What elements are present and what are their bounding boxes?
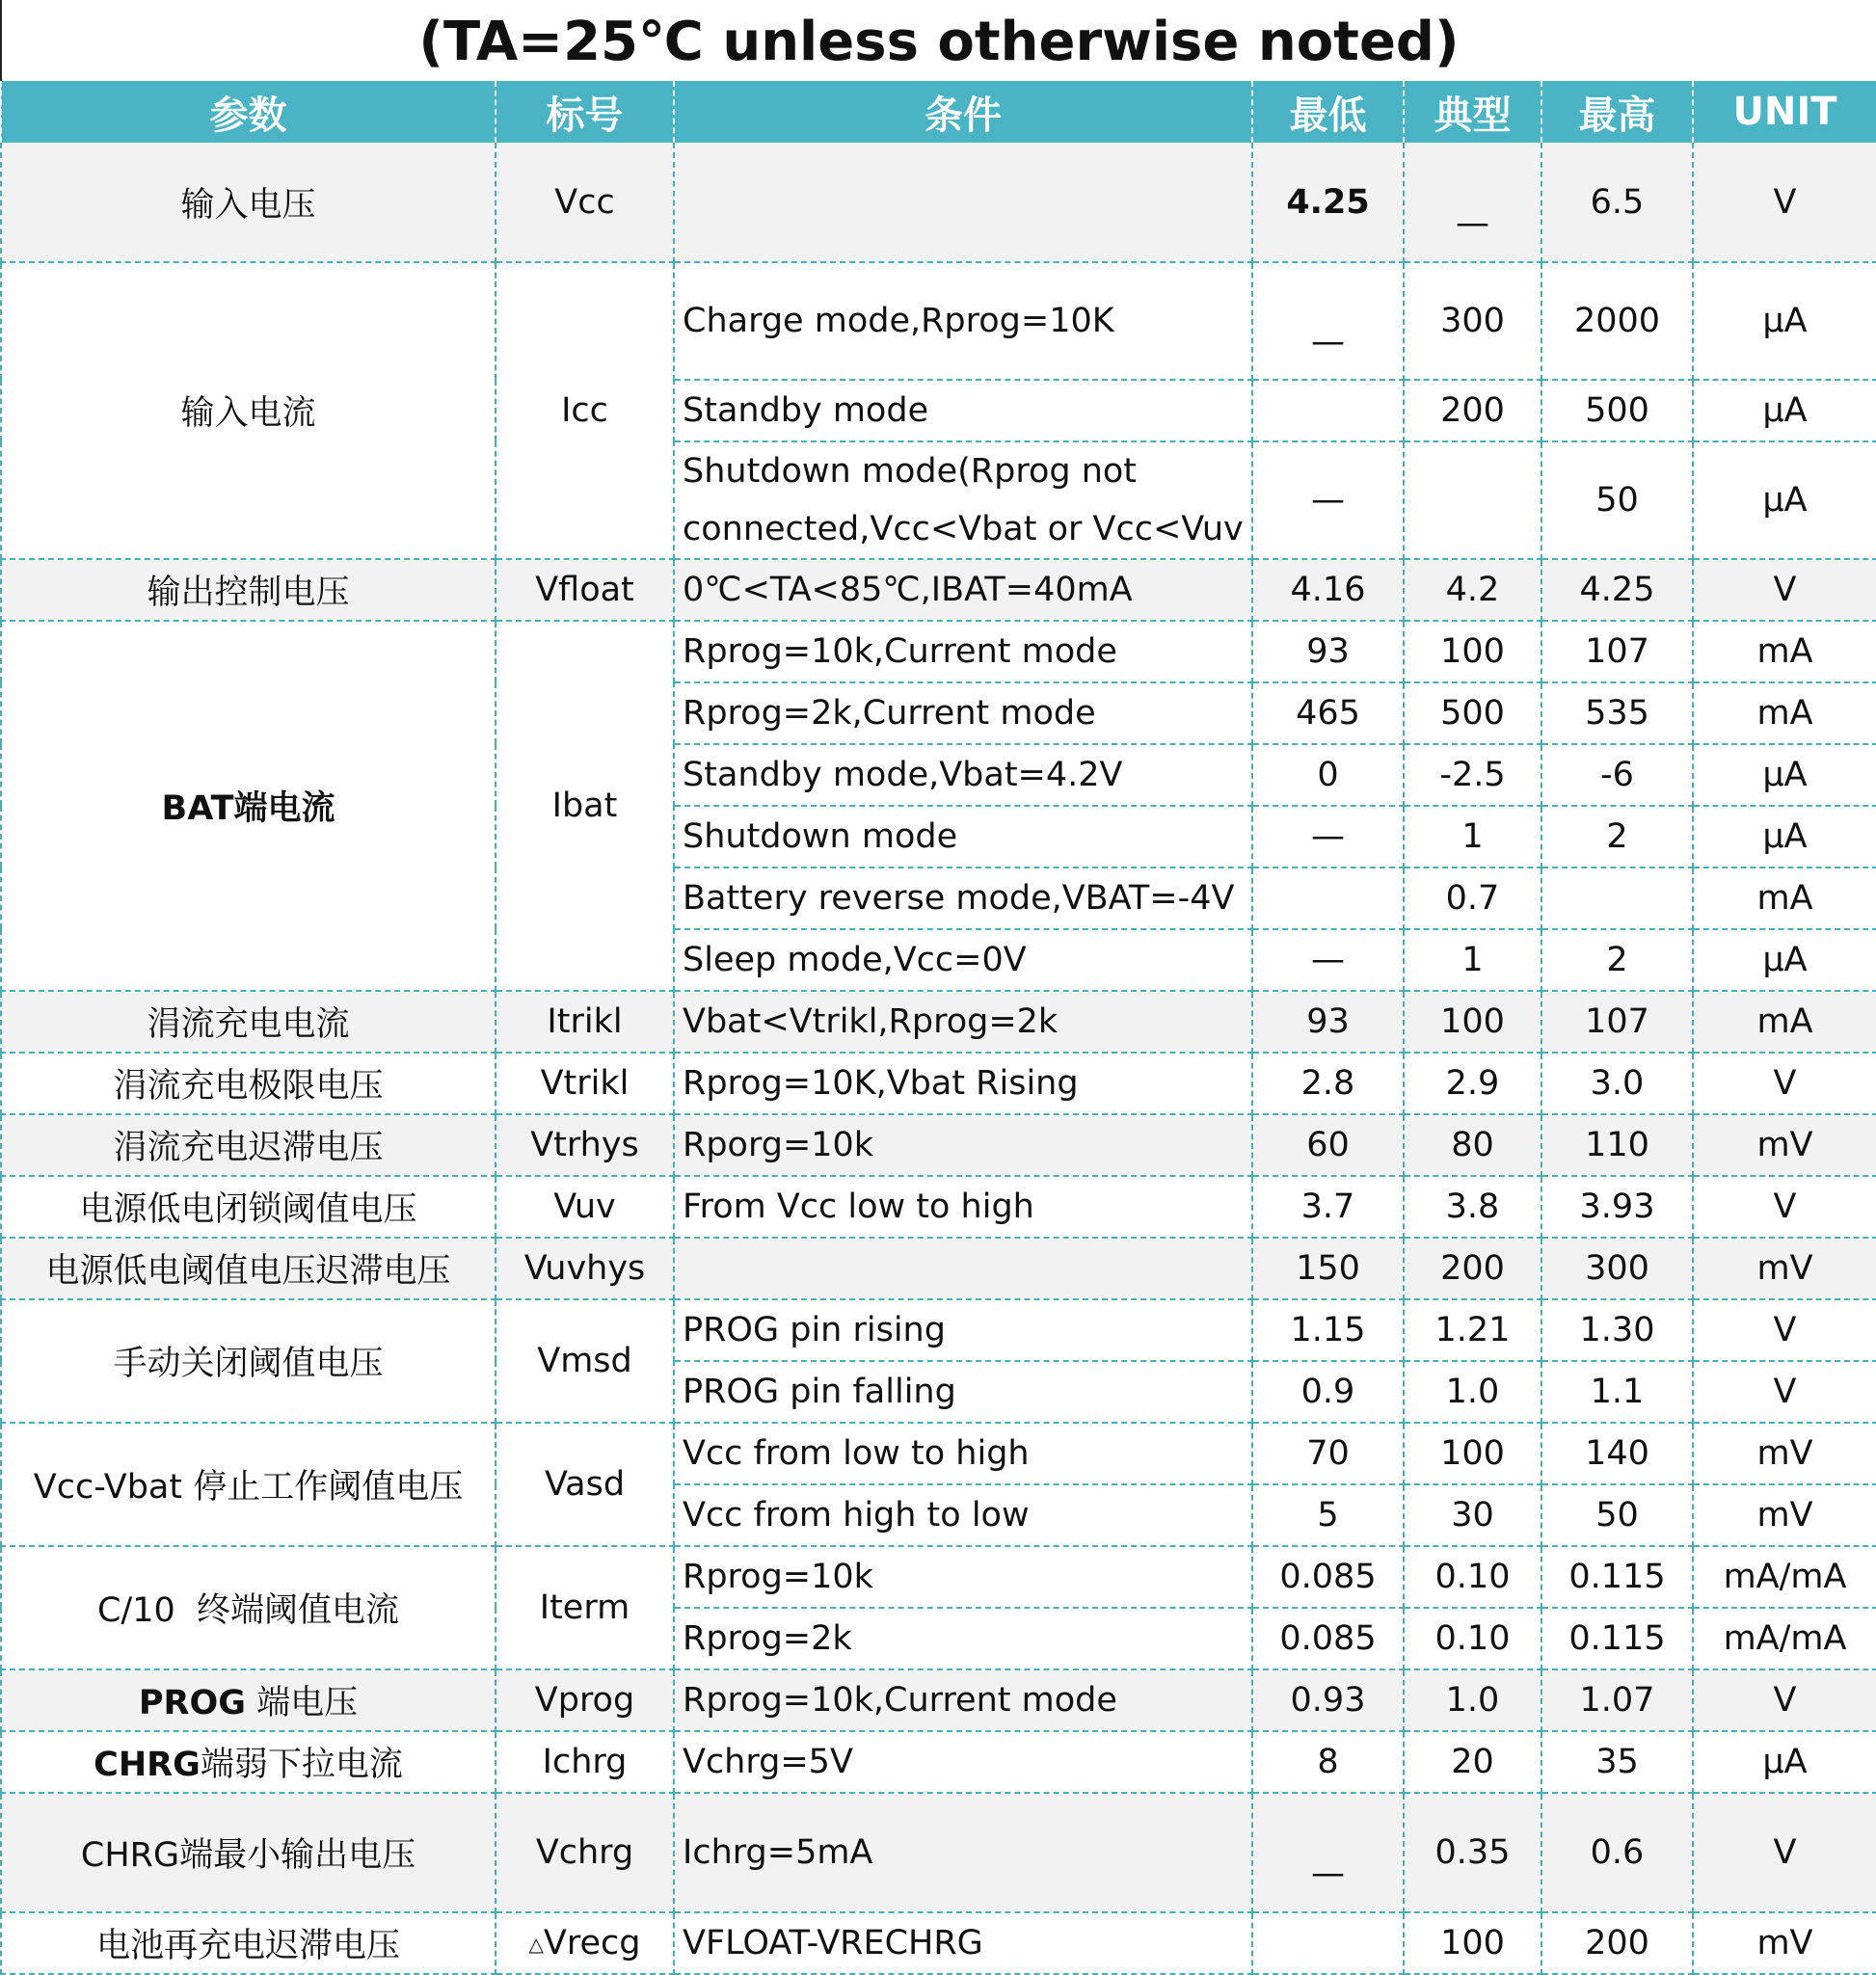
typ-cell: -2.5 [1404,744,1541,806]
delta-symbol: △ [528,1933,544,1956]
typ-cell: 0.10 [1404,1546,1541,1608]
unit-cell: mV [1693,1238,1876,1299]
unit-cell: mA [1693,991,1876,1053]
typ-cell: 1.21 [1404,1299,1541,1361]
max-cell: 0.6 [1541,1793,1693,1912]
unit-cell: V [1693,559,1876,621]
symbol-cell: Vchrg [496,1793,674,1912]
min-cell [1252,380,1404,441]
param-bold-part: CHRG [94,1746,201,1784]
min-cell: 0.085 [1252,1608,1404,1669]
typ-cell: 4.2 [1404,559,1541,621]
header-min: 最低 [1252,81,1404,143]
condition-cell [674,1238,1252,1299]
table-row [1,621,1876,682]
max-cell: 140 [1541,1423,1693,1484]
typ-cell: 80 [1404,1114,1541,1176]
condition-cell: Rprog=10k,Current mode [674,1669,1252,1731]
max-cell: 107 [1541,991,1693,1053]
condition-cell: Rporg=10k [674,1114,1252,1176]
condition-cell: Ichrg=5mA [674,1793,1252,1912]
table-row [1,1731,1876,1793]
unit-cell: mA [1693,867,1876,929]
symbol-text: Vrecg [543,1924,641,1962]
max-cell: 6.5 [1541,143,1693,262]
condition-cell: PROG pin falling [674,1361,1252,1423]
condition-cell: Rprog=2k,Current mode [674,682,1252,744]
param-cell: Vcc-Vbat 停止工作阈值电压 [1,1423,496,1546]
condition-cell: PROG pin rising [674,1299,1252,1361]
typ-value: — [1456,203,1489,243]
electrical-characteristics-table [0,81,1876,1975]
typ-cell: 0.7 [1404,867,1541,929]
min-cell: 1.15 [1252,1299,1404,1361]
typ-cell: 200 [1404,1238,1541,1299]
min-cell: 0.9 [1252,1361,1404,1423]
unit-cell: μA [1693,380,1876,441]
unit-cell: mA/mA [1693,1608,1876,1669]
max-cell: 200 [1541,1912,1693,1974]
max-cell: 2 [1541,806,1693,867]
condition-cell: From Vcc low to high [674,1176,1252,1238]
typ-cell: 100 [1404,1423,1541,1484]
min-cell: — [1252,929,1404,991]
condition-cell: Vbat<Vtrikl,Rprog=2k [674,991,1252,1053]
condition-cell: Rprog=10k [674,1546,1252,1608]
min-cell: 4.25 [1252,143,1404,262]
min-cell: 60 [1252,1114,1404,1176]
param-cell: 手动关闭阈值电压 [1,1299,496,1423]
typ-cell: 3.8 [1404,1176,1541,1238]
unit-cell: V [1693,1053,1876,1114]
condition-cell: VFLOAT-VRECHRG [674,1912,1252,1974]
typ-cell: 100 [1404,621,1541,682]
param-cell: 涓流充电迟滞电压 [1,1114,496,1176]
typ-cell: 100 [1404,1912,1541,1974]
symbol-cell: Vuvhys [496,1238,674,1299]
typ-cell: 1 [1404,929,1541,991]
condition-cell: Standby mode,Vbat=4.2V [674,744,1252,806]
min-cell: 93 [1252,991,1404,1053]
symbol-cell: Itrikl [496,991,674,1053]
min-cell: 5 [1252,1484,1404,1546]
param-cell: 电源低电阈值电压迟滞电压 [1,1238,496,1299]
typ-cell: 30 [1404,1484,1541,1546]
table-row [1,1423,1876,1484]
unit-cell: μA [1693,441,1876,559]
max-cell: 50 [1541,441,1693,559]
unit-cell: V [1693,1793,1876,1912]
max-cell: 300 [1541,1238,1693,1299]
min-cell: — [1252,806,1404,867]
condition-cell: Battery reverse mode,VBAT=-4V [674,867,1252,929]
max-cell: 4.25 [1541,559,1693,621]
typ-cell: 1.0 [1404,1361,1541,1423]
condition-cell: Rprog=10k,Current mode [674,621,1252,682]
symbol-cell: Icc [496,262,674,559]
unit-cell: mV [1693,1423,1876,1484]
table-row [1,1793,1876,1912]
unit-cell: V [1693,1669,1876,1731]
table-row [1,1238,1876,1299]
max-cell: 107 [1541,621,1693,682]
typ-cell [1404,143,1541,262]
unit-cell: V [1693,1176,1876,1238]
max-cell: 2000 [1541,262,1693,380]
min-cell: — [1252,441,1404,559]
min-cell: 8 [1252,1731,1404,1793]
min-cell: 3.7 [1252,1176,1404,1238]
table-title: (TA=25℃ unless otherwise noted) [0,0,1876,81]
table-row [1,1176,1876,1238]
unit-cell: μA [1693,929,1876,991]
header-symbol: 标号 [496,81,674,143]
header-typ: 典型 [1404,81,1541,143]
typ-cell: 1.0 [1404,1669,1541,1731]
unit-cell: μA [1693,262,1876,380]
min-cell: 93 [1252,621,1404,682]
max-cell: 110 [1541,1114,1693,1176]
min-cell: 0.085 [1252,1546,1404,1608]
typ-cell [1404,441,1541,559]
max-cell: 35 [1541,1731,1693,1793]
max-cell: 3.93 [1541,1176,1693,1238]
max-cell: 0.115 [1541,1546,1693,1608]
unit-cell: mV [1693,1114,1876,1176]
unit-cell: V [1693,143,1876,262]
table-row [1,143,1876,262]
typ-cell: 20 [1404,1731,1541,1793]
min-cell: 465 [1252,682,1404,744]
max-cell: 50 [1541,1484,1693,1546]
min-cell [1252,262,1404,380]
typ-cell: 500 [1404,682,1541,744]
header-condition: 条件 [674,81,1252,143]
symbol-cell: Ibat [496,621,674,991]
header-max: 最高 [1541,81,1693,143]
max-cell [1541,867,1693,929]
min-cell [1252,1793,1404,1912]
max-cell: 1.07 [1541,1669,1693,1731]
typ-cell: 300 [1404,262,1541,380]
param-cell: CHRG端最小输出电压 [1,1793,496,1912]
min-cell: 4.16 [1252,559,1404,621]
symbol-cell: Vtrhys [496,1114,674,1176]
max-cell: 535 [1541,682,1693,744]
min-cell: 0.93 [1252,1669,1404,1731]
table-row [1,1546,1876,1608]
symbol-cell: Vcc [496,143,674,262]
symbol-cell: Ichrg [496,1731,674,1793]
param-cell [1,1731,496,1793]
symbol-cell: Iterm [496,1546,674,1669]
table-row [1,1299,1876,1361]
max-cell: 3.0 [1541,1053,1693,1114]
typ-cell: 0.10 [1404,1608,1541,1669]
unit-cell: V [1693,1361,1876,1423]
min-cell: 0 [1252,744,1404,806]
unit-cell: mV [1693,1484,1876,1546]
unit-cell: mA/mA [1693,1546,1876,1608]
min-value: — [1311,1855,1345,1893]
symbol-cell: Vuv [496,1176,674,1238]
param-cell: BAT端电流 [1,621,496,991]
param-cell: 涓流充电极限电压 [1,1053,496,1114]
header-param: 参数 [1,81,496,143]
symbol-cell: Vprog [496,1669,674,1731]
max-cell: 1.30 [1541,1299,1693,1361]
condition-cell: Sleep mode,Vcc=0V [674,929,1252,991]
unit-cell: μA [1693,1731,1876,1793]
param-rest-part: 端电压 [245,1684,359,1722]
min-cell [1252,1912,1404,1974]
min-cell: 70 [1252,1423,1404,1484]
condition-cell: Rprog=2k [674,1608,1252,1669]
unit-cell: V [1693,1299,1876,1361]
typ-cell: 100 [1404,991,1541,1053]
param-cell: 输入电流 [1,262,496,559]
condition-cell: Shutdown mode [674,806,1252,867]
table-row [1,559,1876,621]
max-cell: 500 [1541,380,1693,441]
typ-cell: 2.9 [1404,1053,1541,1114]
condition-cell: Rprog=10K,Vbat Rising [674,1053,1252,1114]
max-cell: 1.1 [1541,1361,1693,1423]
param-bold-part: PROG [138,1684,246,1722]
min-cell: 2.8 [1252,1053,1404,1114]
table-row [1,1669,1876,1731]
condition-cell: Vchrg=5V [674,1731,1252,1793]
param-cell: C/10 终端阈值电流 [1,1546,496,1669]
symbol-cell: Vmsd [496,1299,674,1423]
param-cell: 电源低电闭锁阈值电压 [1,1176,496,1238]
min-cell: 150 [1252,1238,1404,1299]
condition-cell: Shutdown mode(Rprog not connected,Vcc<Vbat or Vcc<Vuv [674,441,1252,559]
unit-cell: mV [1693,1912,1876,1974]
typ-cell: 0.35 [1404,1793,1541,1912]
unit-cell: μA [1693,806,1876,867]
max-cell: -6 [1541,744,1693,806]
min-value: — [1311,323,1345,361]
unit-cell: μA [1693,744,1876,806]
symbol-cell: Vfloat [496,559,674,621]
typ-cell: 200 [1404,380,1541,441]
table-row [1,991,1876,1053]
header-unit: UNIT [1693,81,1876,143]
param-rest-part: 端弱下拉电流 [200,1746,403,1784]
param-cell: 输出控制电压 [1,559,496,621]
table-row [1,1912,1876,1974]
symbol-cell [496,1912,674,1974]
condition-cell: Standby mode [674,380,1252,441]
condition-cell: Vcc from low to high [674,1423,1252,1484]
symbol-cell: Vasd [496,1423,674,1546]
param-cell: 涓流充电电流 [1,991,496,1053]
param-cell [1,1669,496,1731]
table-row [1,1114,1876,1176]
header-row [1,81,1876,143]
param-cell: 输入电压 [1,143,496,262]
param-cell: 电池再充电迟滞电压 [1,1912,496,1974]
unit-cell: mA [1693,621,1876,682]
unit-cell: mA [1693,682,1876,744]
max-cell: 2 [1541,929,1693,991]
table-row [1,262,1876,380]
condition-cell: Charge mode,Rprog=10K [674,262,1252,380]
condition-cell: 0℃<TA<85℃,IBAT=40mA [674,559,1252,621]
min-cell [1252,867,1404,929]
max-cell: 0.115 [1541,1608,1693,1669]
condition-cell [674,143,1252,262]
condition-cell: Vcc from high to low [674,1484,1252,1546]
table-row [1,1053,1876,1114]
symbol-cell: Vtrikl [496,1053,674,1114]
typ-cell: 1 [1404,806,1541,867]
